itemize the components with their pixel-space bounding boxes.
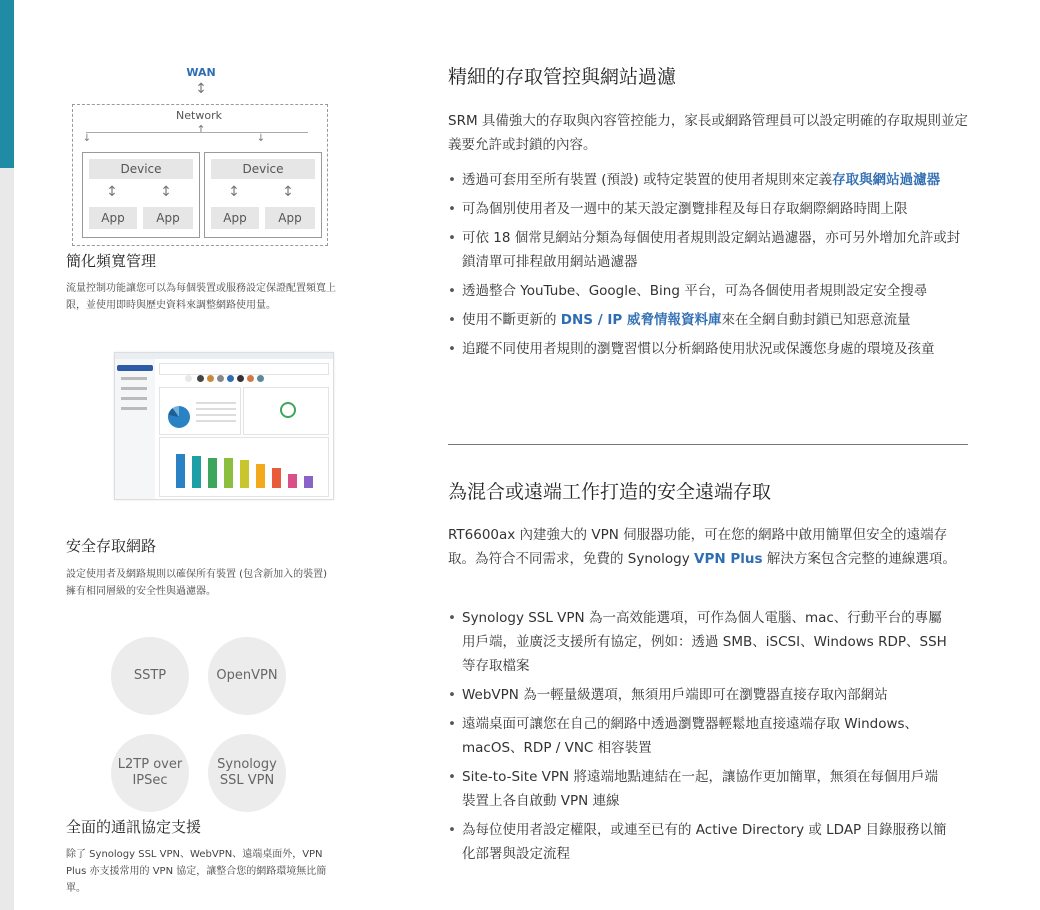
app-label: App [265,207,315,229]
down-arrow-icon: ↓ [82,133,92,144]
legend-line [196,402,236,404]
usage-bar [208,458,217,488]
avatar [257,375,264,382]
check-icon [280,402,296,418]
section-intro: SRM 具備強大的存取與內容管控能力，家長或網路管理員可以設定明確的存取規則並定義要允許或封鎖的內容。 [448,113,968,153]
usage-bar [176,454,185,488]
protocol-desc: 除了 Synology SSL VPN、WebVPN、遠端桌面外，VPN Plus 亦支援常用的 VPN 協定，讓整合您的網路環境無比簡單。 [66,849,327,894]
legend-line [196,408,236,410]
list-item: • 為每位使用者設定權限，或連至已有的 Active Directory 或 LDAP 目錄服務以簡化部署與設定流程 [448,818,948,866]
avatar-row [175,375,285,385]
updown-arrow-icon: ↕ [106,184,118,200]
side-rail [0,168,14,910]
sidebar-item [121,387,147,390]
network-label: Network [176,109,222,122]
protocol-synology-ssl: Synology SSL VPN [208,734,286,812]
list-item: • 透過整合 YouTube、Google、Bing 平台，可為各個使用者規則設定安全搜尋 [448,279,970,303]
protocol-openvpn: OpenVPN [208,637,286,715]
avatar [207,375,214,382]
usage-bar [224,458,233,488]
protocol-l2tp: L2TP over IPSec [111,734,189,812]
sidebar-item [121,407,147,410]
section-title-remote-access: 為混合或遠端工作打造的安全遠端存取 [448,481,772,503]
legend-line [196,414,236,416]
down-arrow-icon: ↓ [256,133,266,144]
section-title-access-control: 精細的存取管控與網站過濾 [448,66,677,88]
protocol-sstp: SSTP [111,637,189,715]
list-item [448,308,970,332]
blocked-panel [243,387,329,435]
access-filter-link[interactable]: 存取與網站過濾器 [832,172,941,188]
category-pie [168,406,190,428]
avatar [217,375,224,382]
list-item-text: 使用不斷更新的 [462,312,561,328]
list-item-text: 來在全網自動封鎖已知惡意流量 [721,312,911,328]
intro-text: 解決方案包含完整的連線選項。 [762,551,956,567]
safe-access-title: 安全存取網路 [66,537,157,555]
connector-line [86,132,308,133]
intro-text: RT6600ax 內建強大的 VPN 伺服器功能，可在您的網路中啟用簡單但安全的遠端存取。為符合不同需求，免費的 Synology [448,527,948,567]
device-box-2 [204,152,322,238]
usage-bar [240,460,249,488]
usage-bar [272,468,281,488]
updown-arrow-icon: ↕ [160,184,172,200]
up-arrow-icon: ↑ [196,123,206,136]
list-item: • Site-to-Site VPN 將遠端地點連結在一起，讓協作更加簡單，無須在每個用戶端裝置上各自啟動 VPN 連線 [448,765,948,813]
accent-bar [0,0,14,168]
list-item: • WebVPN 為一輕量級選項，無須用戶端即可在瀏覽器直接存取內部網站 [448,683,948,707]
updown-arrow-icon: ↕ [195,81,207,97]
screenshot-sidebar [115,359,155,499]
usage-bar [304,476,313,488]
section-intro [448,523,970,571]
wan-label: WAN [186,66,216,79]
legend-line [196,420,236,422]
avatar [227,375,234,382]
traffic-control-screenshot [114,352,334,500]
updown-arrow-icon: ↕ [282,184,294,200]
usage-bar [256,464,265,488]
usage-panel [159,437,329,497]
avatar [197,375,204,382]
app-label: App [89,207,137,229]
updown-arrow-icon: ↕ [228,184,240,200]
avatar [247,375,254,382]
avatar [185,375,192,382]
protocol-title: 全面的通訊協定支援 [66,818,202,836]
category-panel [159,387,241,435]
sidebar-selected [117,365,153,371]
sidebar-item [121,397,147,400]
list-item-text: 透過可套用至所有裝置 (預設) 或特定裝置的使用者規則來定義 [462,172,833,188]
profile-bar [159,363,329,375]
bandwidth-title: 簡化頻寬管理 [66,252,157,270]
safe-access-desc: 設定使用者及網路規則以確保所有裝置 (包含新加入的裝置) 擁有相同層級的安全性與過濾器。 [66,569,327,597]
list-item: • 可為個別使用者及一週中的某天設定瀏覽排程及每日存取網際網路時間上限 [448,197,970,221]
usage-bar [192,456,201,488]
bandwidth-desc: 流量控制功能讓您可以為每個裝置或服務設定保證配置頻寬上限，並使用即時與歷史資料來調整網路使用量。 [66,283,336,311]
usage-bar [288,474,297,488]
threat-db-link[interactable]: DNS / IP 威脅情報資料庫 [560,312,722,328]
app-label: App [211,207,259,229]
network-diagram [66,64,332,246]
vpn-plus-link[interactable]: VPN Plus [694,551,763,567]
device-label: Device [89,159,193,179]
feature-list-access [448,168,970,366]
feature-list-remote [448,606,948,871]
sidebar-item [121,377,147,380]
app-label: App [143,207,193,229]
list-item: • 遠端桌面可讓您在自己的網路中透過瀏覽器輕鬆地直接遠端存取 Windows、macOS、RDP / VNC 相容裝置 [448,712,948,760]
avatar [237,375,244,382]
list-item [448,168,970,192]
list-item: • 追蹤不同使用者規則的瀏覽習慣以分析網路使用狀況或保護您身處的環境及孩童 [448,337,970,361]
list-item: • Synology SSL VPN 為一高效能選項，可作為個人電腦、mac、行動平台的專屬用戶端，並廣泛支援所有協定，例如：透過 SMB、iSCSI、Windows RDP、SSH 等存取檔案 [448,606,948,678]
list-item: • 可依 18 個常見網站分類為每個使用者規則設定網站過濾器，亦可另外增加允許或封鎖清單可排程啟用網站過濾器 [448,226,970,274]
section-divider [448,444,968,445]
device-label: Device [211,159,315,179]
usage-bars [160,438,328,496]
device-box-1 [82,152,200,238]
